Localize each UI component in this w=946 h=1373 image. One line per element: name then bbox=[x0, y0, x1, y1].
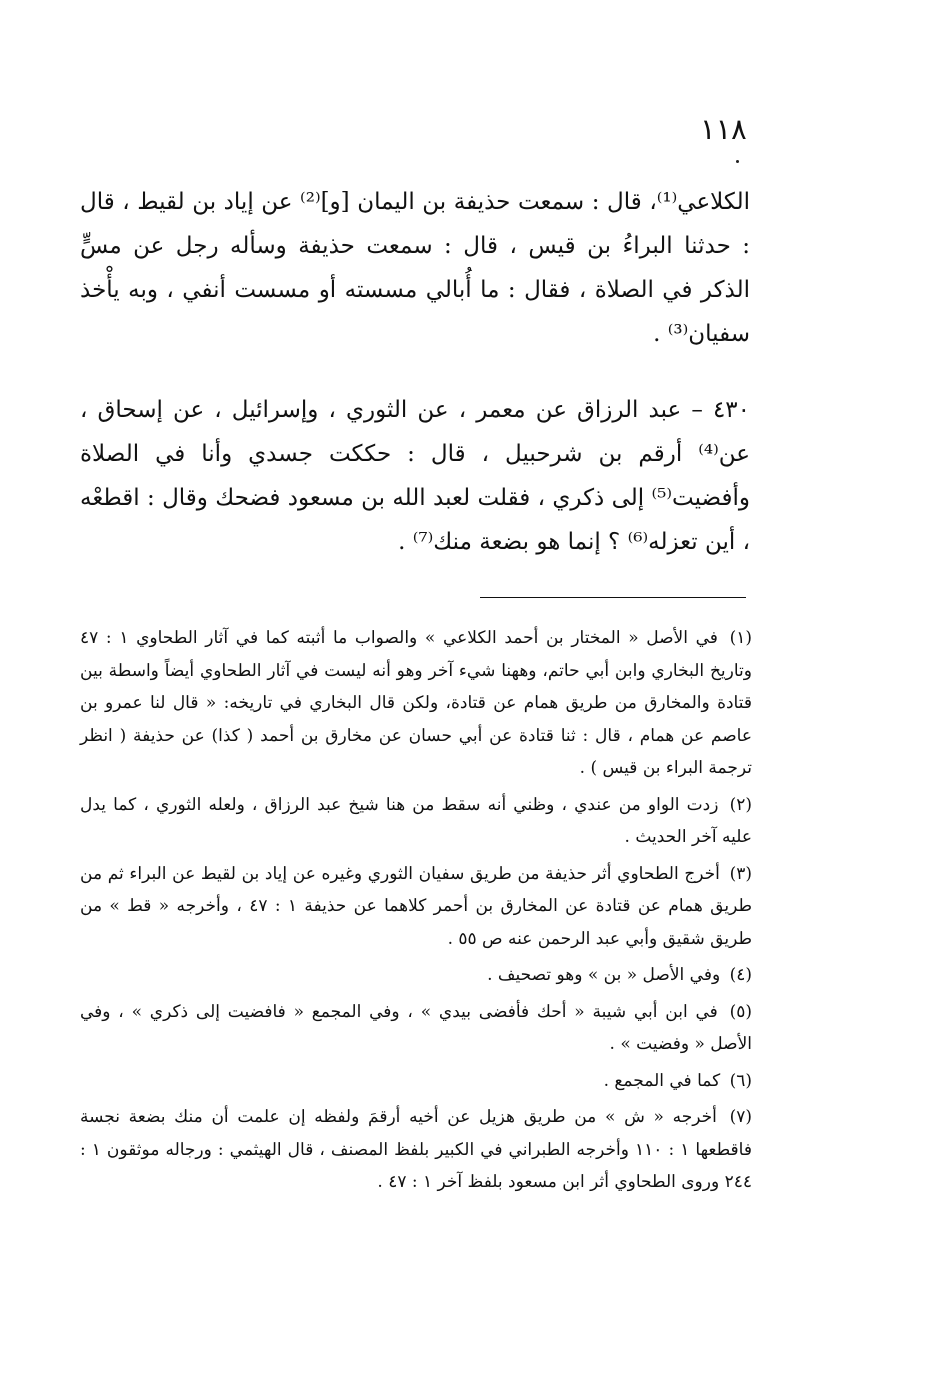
footnote-number: (٢) bbox=[729, 794, 753, 815]
footnote-number: (٦) bbox=[729, 1070, 752, 1091]
footnote-text: في الأصل « المختار بن أحمد الكلاعي » والصواب ما أثبته كما في آثار الطحاوي ١ : ٤٧ وتاريخ البخاري وابن أبي حاتم، وههنا شيء آخر وهو أنه ليست في آثار الطحاوي أيضاً واسطة بين قتادة والمخارق من طريق همام عن قتادة، ولكن قال البخاري في تاريخه: « قال لنا عمرو بن عاصم عن همام ، قال : ثنا قتادة عن أبي حسان عن مخارق بن أحمد ( كذا) عن حذيفة ( انظر ترجمة البراء بن قيس ) . bbox=[80, 628, 752, 778]
footnote-text: في ابن أبي شيبة « أحك فأفضى بيدي » ، وفي المجمع « فافضيت إلى ذكري » ، وفي الأصل « وفضيت » . bbox=[80, 1001, 752, 1054]
footnotes bbox=[80, 622, 752, 1203]
footnote-text: أخرجه « ش » من طريق هزيل عن أخيه أرقمَ ولفظه إن علمت أن منك بضعة نجسة فاقطعها ١ : ١١٠ وأخرجه الطبراني في الكبير بلفظ المصنف ، قال الهيثمي : ورجاله موثقون ١ : ٢٤٤ وروى الطحاوي أثر ابن مسعود بلفظ آخر ١ : ٤٧ . bbox=[80, 1107, 752, 1192]
footnote-number: (٣) bbox=[729, 863, 752, 884]
dot-mark bbox=[736, 160, 739, 163]
footnote-text: كما في المجمع . bbox=[603, 1070, 721, 1091]
footnote-7 bbox=[80, 1101, 752, 1199]
footnote-text: أخرج الطحاوي أثر حذيفة من طريق سفيان الثوري وغيره عن إياد بن لقيط عن البراء ثم من طريق همام عن قتادة عن المخارق بن أحمر كلاهما عن حذيفة ١ : ٤٧ ، وأخرجه « قط » من طريق شقيق وأبي عبد الرحمن عنه ص ٥٥ . bbox=[80, 863, 752, 949]
paragraph-continuation: الكلاعي⁽¹⁾، قال : سمعت حذيفة بن اليمان [و]⁽²⁾ عن إياد بن لقيط ، قال : حدثنا البراءُ بن قيس ، قال : سمعت حذيفة وسأله رجل عن مسٍّ الذكر في الصلاة ، فقال : ما أُبالي مسسته أو مسست أنفي ، وبه يأْخذ سفيان⁽³⁾ . bbox=[80, 189, 751, 347]
footnote-4 bbox=[80, 959, 752, 992]
main-text bbox=[80, 180, 750, 564]
footnote-text: وفي الأصل « بن » وهو تصحيف . bbox=[487, 965, 721, 985]
footnote-text: زدت الواو من عندي ، وظني أنه سقط من هنا شيخ عبد الرزاق ، ولعله الثوري ، كما يدل عليه آخر الحديث . bbox=[80, 794, 752, 847]
footnote-3 bbox=[80, 858, 752, 956]
footnote-separator bbox=[480, 597, 746, 598]
footnote-number: (١) bbox=[729, 628, 753, 648]
hadith-430: ٤٣٠ – عبد الرزاق عن معمر ، عن الثوري ، وإسرائيل ، عن إسحاق ، عن⁽⁴⁾ أرقم بن شرحبيل ، قال : حككت جسدي وأنا في الصلاة وأفضيت⁽⁵⁾ إلى ذكري ، فقلت لعبد الله بن مسعود فضحك وقال : اقطعْه ، أين تعزله⁽⁶⁾ ؟ إنما هو بضعة منك⁽⁷⁾ . bbox=[80, 397, 750, 555]
footnote-number: (٤) bbox=[729, 965, 752, 985]
footnote-6 bbox=[80, 1065, 752, 1098]
footnote-2 bbox=[80, 789, 752, 854]
footnote-number: (٥) bbox=[729, 1001, 752, 1022]
footnote-5 bbox=[80, 996, 752, 1061]
footnote-number: (٧) bbox=[729, 1107, 752, 1127]
footnote-1 bbox=[80, 622, 752, 785]
page-number: ١١٨ bbox=[700, 112, 747, 146]
